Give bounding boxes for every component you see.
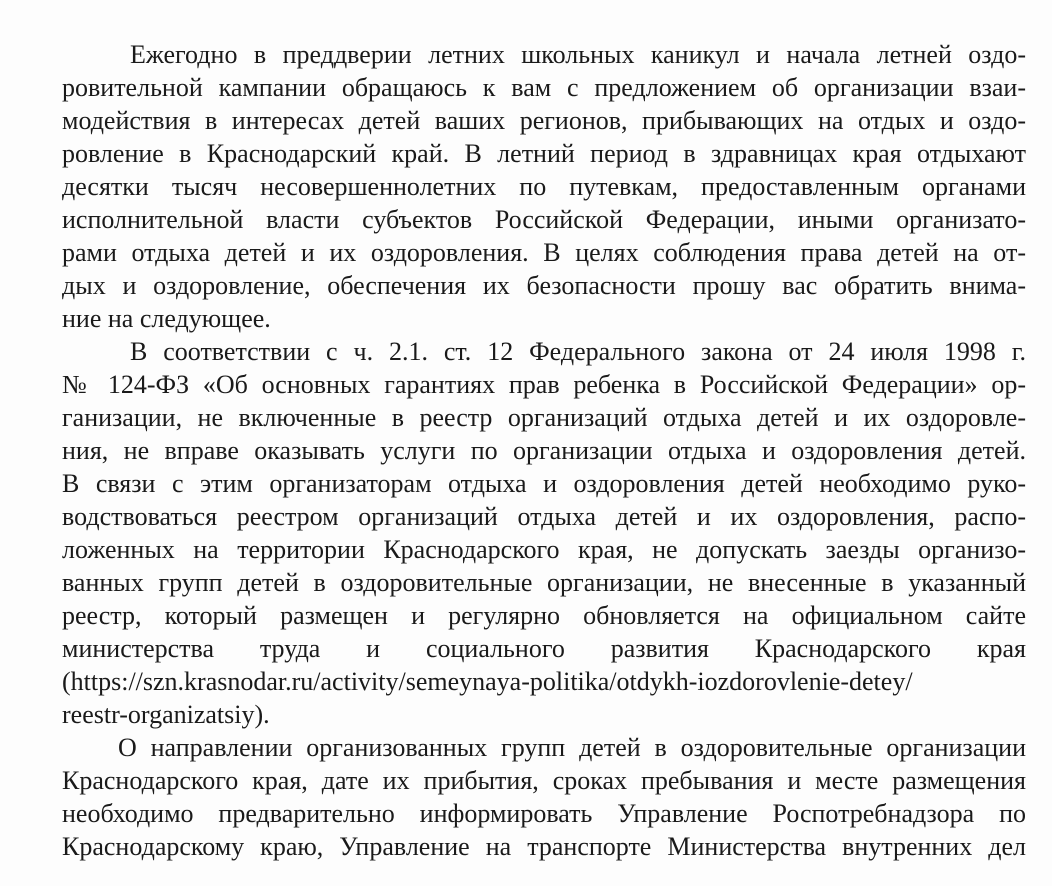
paragraph-1-line-9: ние на следующее. xyxy=(62,304,271,333)
paragraph-2-line-7: ложенных на территории Краснодарского края, не допускать заезды организо- xyxy=(62,535,1026,564)
paragraph-2-line-8: ванных групп детей в оздоровительные организации, не внесенные в указанный xyxy=(62,568,1026,597)
paragraph-2-line-10: министерства труда и социального развития Краснодарского края xyxy=(62,634,1026,663)
paragraph-1-line-4: ровление в Краснодарский край. В летний период в здравницах края отдыхают xyxy=(62,139,1026,168)
paragraph-2-line-5: В связи с этим организаторам отдыха и оздоровления детей необходимо руко- xyxy=(62,469,1026,498)
paragraph-2-line-11: (https://szn.krasnodar.ru/activity/semeynaya-politika/otdykh-iozdorovlenie-detey/ xyxy=(62,667,913,696)
paragraph-3-line-4: Краснодарскому краю, Управление на транспорте Министерства внутренних дел xyxy=(62,832,1026,861)
paragraph-1-line-7: рами отдыха детей и их оздоровления. В целях соблюдения права детей на от- xyxy=(62,238,1026,267)
paragraph-1-line-5: десятки тысяч несовершеннолетних по путевкам, предоставленным органами xyxy=(62,172,1026,201)
paragraph-3-line-1: О направлении организованных групп детей в оздоровительные организации xyxy=(118,733,1026,762)
paragraph-2-line-9: реестр, который размещен и регулярно обновляется на официальном сайте xyxy=(62,601,1026,630)
paragraph-2-line-3: ганизации, не включенные в реестр организаций отдыха детей и их оздоровле- xyxy=(62,403,1026,432)
paragraph-2-line-4: ния, не вправе оказывать услуги по организации отдыха и оздоровления детей. xyxy=(62,436,1026,465)
paragraph-1-line-8: дых и оздоровление, обеспечения их безопасности прошу вас обратить внима- xyxy=(62,271,1026,300)
paragraph-2-line-1: В соответствии с ч. 2.1. ст. 12 Федерального закона от 24 июля 1998 г. xyxy=(130,337,1026,366)
paragraph-1-line-1: Ежегодно в преддверии летних школьных каникул и начала летней оздо- xyxy=(130,40,1026,69)
paragraph-3-line-2: Краснодарского края, дате их прибытия, сроках пребывания и месте размещения xyxy=(62,766,1026,795)
paragraph-2-line-12: reestr-organizatsiy). xyxy=(62,700,270,729)
paragraph-1-line-6: исполнительной власти субъектов Российской Федерации, иными организато- xyxy=(62,205,1026,234)
paragraph-3-line-3: необходимо предварительно информировать Управление Роспотребнадзора по xyxy=(62,799,1026,828)
paragraph-2-line-2: № 124-ФЗ «Об основных гарантиях прав ребенка в Российской Федерации» ор- xyxy=(62,370,1026,399)
paragraph-1-line-3: модействия в интересах детей ваших регионов, прибывающих на отдых и оздо- xyxy=(62,106,1026,135)
paragraph-1-line-2: ровительной кампании обращаюсь к вам с предложением об организации взаи- xyxy=(62,73,1026,102)
paragraph-2-line-6: водствоваться реестром организаций отдыха детей и их оздоровления, распо- xyxy=(62,502,1026,531)
